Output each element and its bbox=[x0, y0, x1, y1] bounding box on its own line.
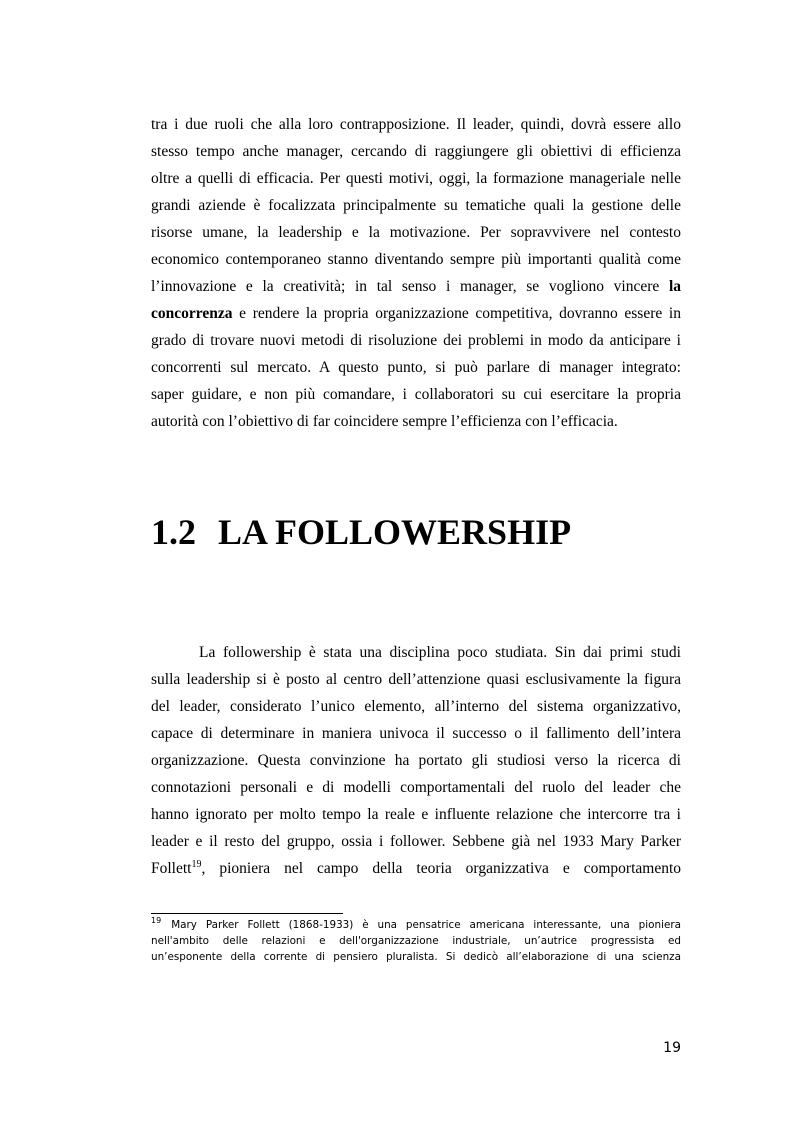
text-segment: Follett bbox=[151, 860, 192, 877]
text-line: autorità con l’obiettivo di far coincidere sempre l’efficienza con l’efficacia. bbox=[151, 413, 618, 430]
text-line-with-bold bbox=[151, 300, 681, 327]
text-line: grado di trovare nuovi metodi di risoluzione dei problemi in modo da anticipare i bbox=[151, 332, 681, 349]
text-line: tra i due ruoli che alla loro contrapposizione. Il leader, quindi, dovrà essere allo bbox=[151, 116, 681, 133]
text-line: stesso tempo anche manager, cercando di raggiungere gli obiettivi di efficienza bbox=[151, 143, 681, 160]
footnote-line: nell'ambito delle relazioni e dell'organizzazione industriale, un’autrice progressista ed bbox=[151, 935, 681, 947]
text-line: capace di determinare in maniera univoca il successo o il fallimento dell’intera bbox=[151, 725, 681, 742]
text-line: oltre a quelli di efficacia. Per questi motivi, oggi, la formazione manageriale nelle bbox=[151, 170, 681, 187]
text-line: del leader, considerato l’unico elemento, all’interno del sistema organizzativo, bbox=[151, 698, 681, 715]
text-segment: l’innovazione e la creatività; in tal senso i manager, se vogliono vincere bbox=[151, 278, 660, 295]
bold-term: concorrenza bbox=[151, 305, 233, 322]
footnote-number: 19 bbox=[151, 916, 162, 925]
text-line-with-footnote-ref bbox=[151, 855, 681, 882]
footnote-line: un’esponente della corrente di pensiero pluralista. Si dedicò all’elaborazione di una scienza bbox=[151, 951, 681, 963]
body-paragraph-2 bbox=[151, 639, 681, 882]
body-paragraph-1 bbox=[151, 111, 681, 435]
text-line: grandi aziende è focalizzata principalmente su tematiche quali la gestione delle bbox=[151, 197, 681, 214]
footnote-separator bbox=[151, 913, 343, 914]
section-title: LA FOLLOWERSHIP bbox=[218, 512, 572, 552]
page-number: 19 bbox=[663, 1040, 681, 1056]
text-line: economico contemporaneo stanno diventando sempre più importanti qualità come bbox=[151, 251, 681, 268]
text-segment: e rendere la propria organizzazione competitiva, dovranno essere in bbox=[232, 305, 681, 322]
footnote-text: Mary Parker Follett (1868-1933) è una pensatrice americana interessante, una pioniera bbox=[171, 919, 681, 931]
text-line-with-bold bbox=[151, 273, 681, 300]
text-line: sulla leadership si è posto al centro dell’attenzione quasi esclusivamente la figura bbox=[151, 671, 681, 688]
text-line: risorse umane, la leadership e la motivazione. Per sopravvivere nel contesto bbox=[151, 224, 681, 241]
footnote bbox=[151, 917, 681, 965]
section-heading bbox=[151, 507, 571, 557]
bold-term: la bbox=[668, 278, 682, 295]
text-segment: , pioniera nel campo della teoria organizzativa e comportamento bbox=[201, 860, 681, 877]
text-line: leader e il resto del gruppo, ossia i follower. Sebbene già nel 1933 Mary Parker bbox=[151, 833, 681, 850]
footnote-reference[interactable]: 19 bbox=[191, 859, 202, 870]
text-line: connotazioni personali e di modelli comportamentali del ruolo del leader che bbox=[151, 779, 681, 796]
text-line: La followership è stata una disciplina poco studiata. Sin dai primi studi bbox=[199, 644, 681, 661]
text-line: concorrenti sul mercato. A questo punto, si può parlare di manager integrato: bbox=[151, 359, 681, 376]
text-line: organizzazione. Questa convinzione ha portato gli studiosi verso la ricerca di bbox=[151, 752, 681, 769]
text-line: saper guidare, e non più comandare, i collaboratori su cui esercitare la propria bbox=[151, 386, 681, 403]
footnote-line bbox=[151, 917, 681, 933]
section-number: 1.2 bbox=[151, 512, 196, 552]
text-line: hanno ignorato per molto tempo la reale e influente relazione che intercorre tra i bbox=[151, 806, 681, 823]
